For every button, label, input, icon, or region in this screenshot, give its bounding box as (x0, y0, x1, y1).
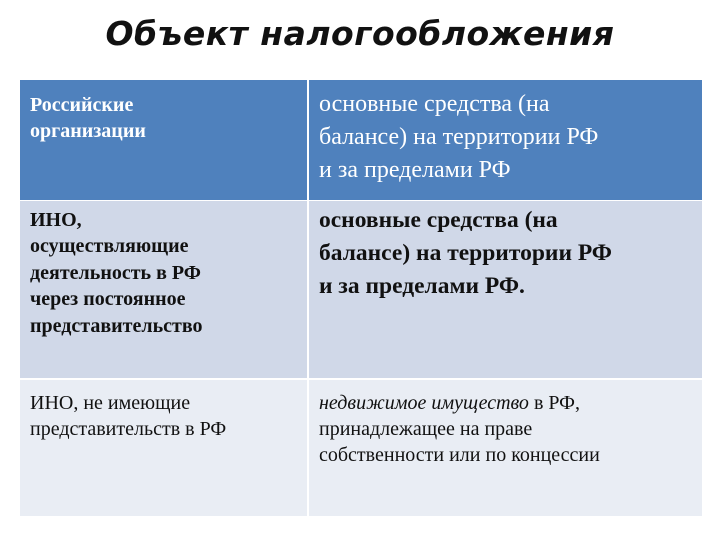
cell-text: принадлежащее на праве (319, 418, 533, 440)
slide-title: Объект налогообложения (105, 14, 615, 53)
table-cell-object-1 (307, 80, 702, 200)
cell-text: осуществляющие (30, 235, 189, 258)
cell-text: представительство (30, 314, 203, 337)
table-cell-subject-2 (20, 200, 307, 378)
cell-text: собственности или по концессии (319, 444, 600, 466)
tax-object-table (20, 80, 702, 516)
cell-text: ИНО, не имеющие (30, 392, 191, 414)
emphasized-text: недвижимое имущество (319, 392, 529, 414)
cell-text: ИНО, (30, 209, 82, 231)
table-cell-object-3 (307, 378, 702, 516)
cell-text: представительств в РФ (30, 418, 227, 440)
table-cell-subject-3 (20, 378, 307, 516)
cell-text: в РФ, (528, 392, 580, 414)
cell-text: основные средства (на (319, 91, 550, 117)
cell-text: и за пределами РФ (319, 157, 511, 184)
cell-text: организации (30, 120, 146, 142)
cell-text: основные средства (на (319, 207, 558, 233)
table-cell-object-2 (307, 200, 702, 378)
cell-text: балансе) на территории РФ (319, 124, 599, 151)
table-cell-subject-1 (20, 80, 307, 200)
cell-text: через постоянное (30, 288, 186, 311)
cell-text: деятельность в РФ (30, 261, 201, 284)
cell-text-line (319, 390, 694, 416)
cell-text: и за пределами РФ. (319, 272, 525, 299)
cell-text: Российские (30, 94, 134, 116)
cell-text: балансе) на территории РФ (319, 239, 612, 266)
